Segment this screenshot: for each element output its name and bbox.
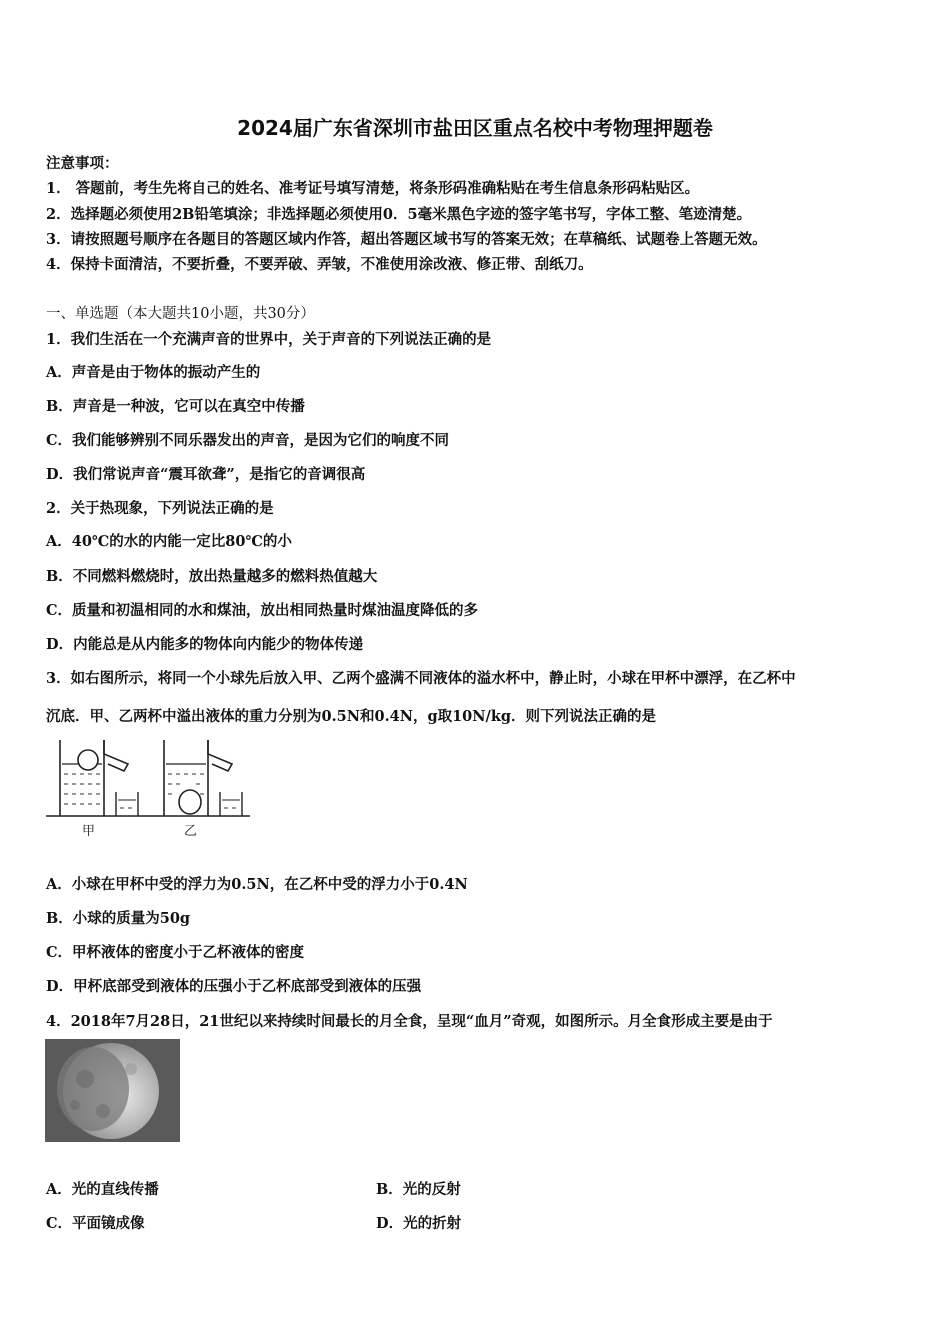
q4-option-b: B．光的反射	[376, 1181, 461, 1198]
q4-option-c: C．平面镜成像	[46, 1215, 145, 1232]
q1-option-b: B．声音是一种波，它可以在真空中传播	[46, 398, 305, 415]
q1-option-c: C．我们能够辨别不同乐器发出的声音，是因为它们的响度不同	[46, 432, 450, 449]
label-yi: 乙	[184, 824, 198, 839]
q3-option-d: D．甲杯底部受到液体的压强小于乙杯底部受到液体的压强	[46, 978, 422, 995]
notice-item-3: 3．请按照题号顺序在各题目的答题区域内作答，超出答题区域书写的答案无效；在草稿纸、试题卷上答题无效。	[46, 231, 767, 248]
notice-item-1: 1． 答题前，考生先将自己的姓名、准考证号填写清楚，将条形码准确粘贴在考生信息条形码粘贴区。	[46, 180, 700, 197]
exam-title: 2024届广东省深圳市盐田区重点名校中考物理押题卷	[237, 116, 713, 140]
q4-stem: 4．2018年7月28日，21世纪以来持续时间最长的月全食，呈现“血月”奇观，如图所示。月全食形成主要是由于	[46, 1013, 773, 1030]
cup-yi	[164, 740, 242, 816]
label-jia: 甲	[82, 824, 96, 839]
q2-stem: 2．关于热现象，下列说法正确的是	[46, 500, 274, 517]
section-heading: 一、单选题（本大题共10小题，共30分）	[46, 306, 315, 322]
sunken-ball	[179, 790, 201, 814]
q1-stem: 1．我们生活在一个充满声音的世界中，关于声音的下列说法正确的是	[46, 331, 492, 348]
q2-option-d: D．内能总是从内能多的物体向内能少的物体传递	[46, 636, 364, 653]
q4-option-a: A．光的直线传播	[46, 1181, 159, 1198]
q2-option-b: B．不同燃料燃烧时，放出热量越多的燃料热值越大	[46, 568, 378, 585]
q1-option-d: D．我们常说声音“震耳欲聋”，是指它的音调很高	[46, 466, 366, 483]
notice-item-2: 2．选择题必须使用2B铅笔填涂；非选择题必须使用0．5毫米黑色字迹的签字笔书写，字体工整、笔迹清楚。	[46, 206, 752, 223]
q3-option-c: C．甲杯液体的密度小于乙杯液体的密度	[46, 944, 305, 961]
q3-stem-line-2: 沉底．甲、乙两杯中溢出液体的重力分别为0.5N和0.4N，g取10N/kg．则下列说法正确的是	[46, 708, 657, 725]
q3-option-a: A．小球在甲杯中受的浮力为0.5N，在乙杯中受的浮力小于0.4N	[46, 876, 468, 893]
cup-jia	[60, 740, 138, 816]
q4-option-d: D．光的折射	[376, 1215, 462, 1232]
q1-option-a: A．声音是由于物体的振动产生的	[46, 364, 261, 381]
notice-heading: 注意事项：	[46, 155, 119, 172]
floating-ball	[78, 750, 98, 770]
overflow-cups-figure	[44, 734, 254, 842]
q3-stem-line-1: 3．如右图所示，将同一个小球先后放入甲、乙两个盛满不同液体的溢水杯中，静止时，小球在甲杯中漂浮，在乙杯中	[46, 670, 796, 687]
notice-item-4: 4．保持卡面清洁，不要折叠，不要弄破、弄皱，不准使用涂改液、修正带、刮纸刀。	[46, 256, 593, 273]
q2-option-a: A．40℃的水的内能一定比80℃的小	[46, 533, 292, 550]
q2-option-c: C．质量和初温相同的水和煤油，放出相同热量时煤油温度降低的多	[46, 602, 479, 619]
q3-option-b: B．小球的质量为50g	[46, 910, 191, 927]
blood-moon-photo	[45, 1039, 180, 1142]
